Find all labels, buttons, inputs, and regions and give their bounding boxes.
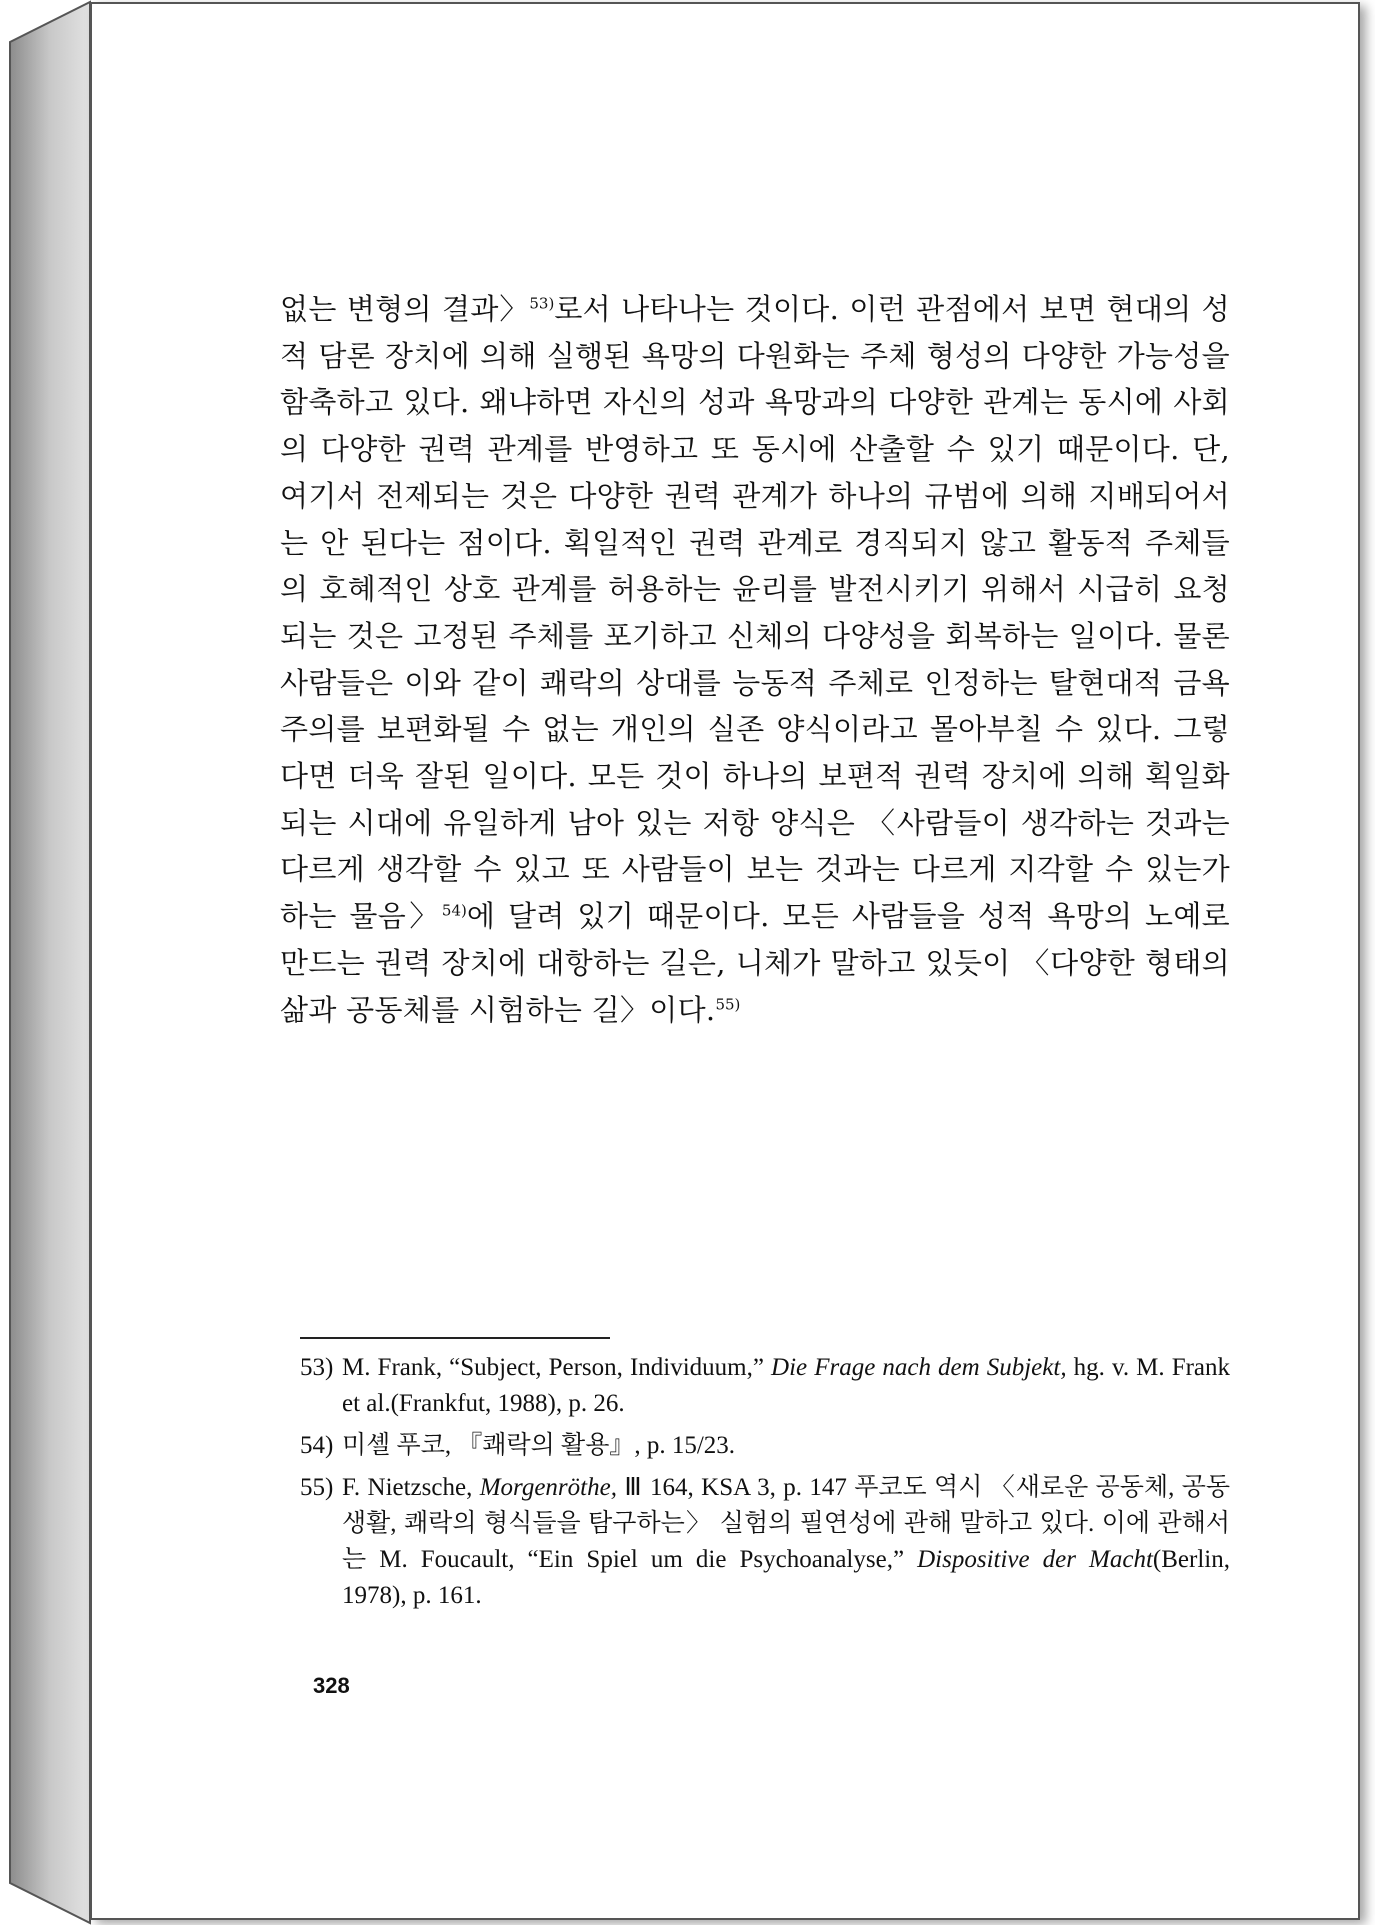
footnote-54	[300, 1428, 1230, 1464]
footnote-number: 55)	[300, 1474, 334, 1501]
footnote-title: Morgenröthe,	[479, 1474, 617, 1501]
footnote-divider	[300, 1337, 610, 1339]
footnote-ref-55: 55)	[715, 994, 741, 1013]
footnote-number: 54)	[300, 1432, 334, 1459]
footnote-text: hg. v. M. Frank et al.(Frankfut, 1988), p. 26.	[342, 1354, 1231, 1417]
footnote-text: (Berlin, 1978), p. 161.	[342, 1546, 1230, 1609]
body-segment: 없는 변형의 결과〉	[280, 292, 530, 326]
footnote-text: F. Nietzsche,	[342, 1474, 473, 1501]
footnote-ref-54: 54)	[441, 901, 467, 920]
footnote-text: 미셸 푸코, 『쾌락의 활용』, p. 15/23.	[342, 1432, 736, 1459]
body-segment: 에 달려 있기 때문이다. 모든 사람들을 성적 욕망의 노예로 만드는 권력 장치에 대항하는 길은, 니체가 말하고 있듯이 〈다양한 형태의 삶과 공동체를 시험하는 길〉이다.	[280, 899, 1231, 1027]
footnote-text: M. Frank, “Subject, Person, Individuum,”	[342, 1354, 764, 1381]
footnotes	[300, 1350, 1230, 1620]
footnote-text: Ⅲ 164, KSA 3, p. 147 푸코도 역시 〈새로운 공동체, 공동 생활, 쾌락의 형식들을 탐구하는〉 실험의 필연성에 관해 말하고 있다. 이에 관해서는 M. Foucault, “Ein Spiel um die Psychoanalyse,”	[342, 1474, 1231, 1573]
footnote-53	[300, 1350, 1230, 1422]
body-segment: 로서 나타나는 것이다. 이런 관점에서 보면 현대의 성적 담론 장치에 의해 실행된 욕망의 다원화는 주체 형성의 다양한 가능성을 함축하고 있다. 왜냐하면 자신의 성과 욕망과의 다양한 관계는 동시에 사회의 다양한 권력 관계를 반영하고 또 동시에 산출할 수 있기 때문이다. 단, 여기서 전제되는 것은 다양한 권력 관계가 하나의 규범에 의해 지배되어서는 안 된다는 점이다. 획일적인 권력 관계로 경직되지 않고 활동적 주체들의 호혜적인 상호 관계를 허용하는 윤리를 발전시키기 위해서 시급히 요청되는 것은 고정된 주체를 포기하고 신체의 다양성을 회복하는 일이다. 물론 사람들은 이와 같이 쾌락의 상대를 능동적 주체로 인정하는 탈현대적 금욕주의를 보편화될 수 없는 개인의 실존 양식이라고 몰아부칠 수 있다. 그렇다면 더욱 잘된 일이다. 모든 것이 하나의 보편적 권력 장치에 의해 획일화되는 시대에 유일하게 남아 있는 저항 양식은 〈사람들이 생각하는 것과는 다르게 생각할 수 있고 또 사람들이 보는 것과는 다르게 지각할 수 있는가 하는 물음〉	[280, 292, 1230, 934]
footnote-ref-53: 53)	[529, 294, 555, 313]
footnote-number: 53)	[300, 1354, 334, 1381]
body-paragraph	[280, 286, 1230, 1033]
footnote-title: Die Frage nach dem Subjekt,	[771, 1354, 1067, 1381]
book-spine	[0, 0, 92, 1925]
footnote-55	[300, 1470, 1230, 1614]
page-number: 328	[313, 1673, 350, 1698]
footnote-title: Dispositive der Macht	[917, 1546, 1153, 1573]
